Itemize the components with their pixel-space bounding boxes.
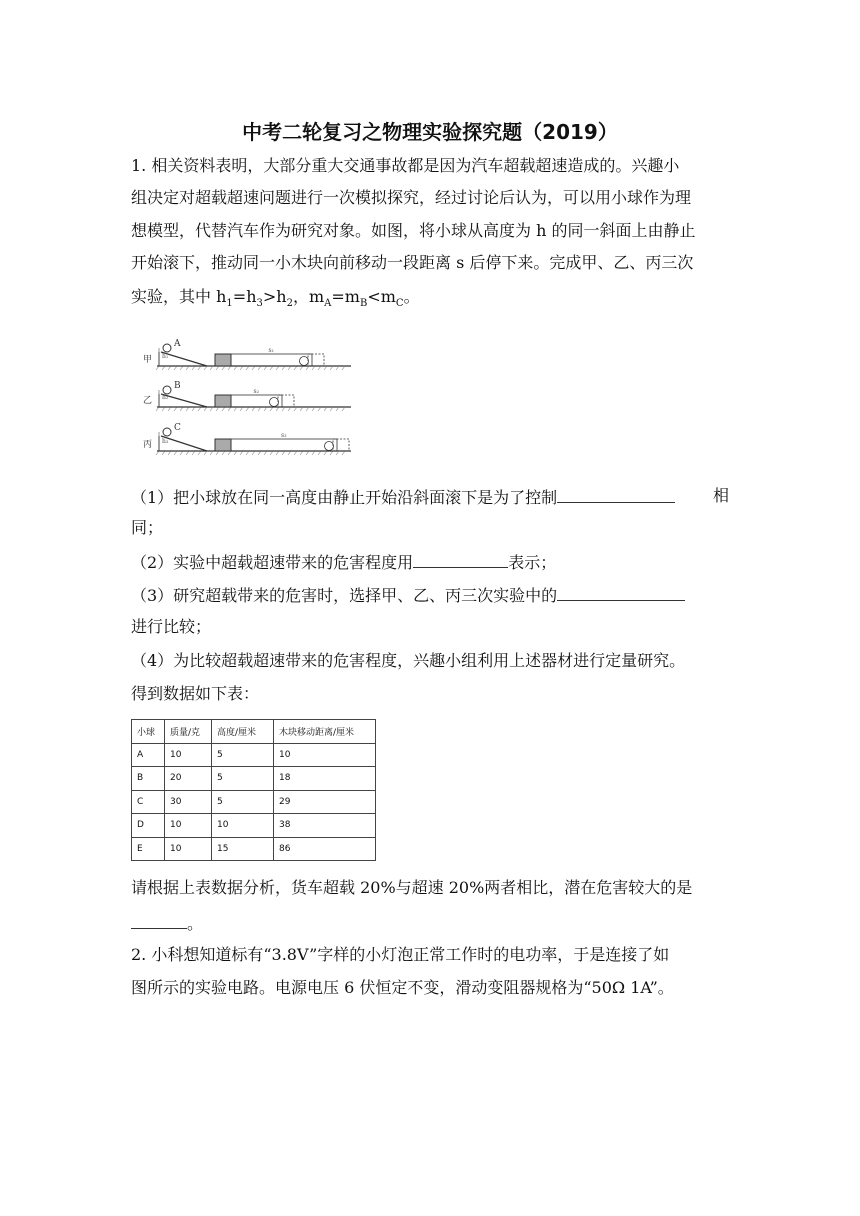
row-label: 乙 — [143, 396, 153, 406]
ground-hatch — [204, 366, 207, 370]
distance-box — [231, 439, 337, 451]
height-label: h₂ — [162, 394, 169, 401]
ground-hatch — [192, 407, 195, 411]
q1-question-end: 。 — [187, 914, 204, 933]
ground-hatch — [174, 451, 177, 455]
ball — [163, 344, 171, 352]
table-cell: D — [132, 814, 165, 838]
ball-final-position — [325, 442, 334, 451]
ground-hatch — [330, 451, 333, 455]
ground-hatch — [204, 407, 207, 411]
ball-label: C — [174, 423, 181, 433]
ground-hatch — [342, 366, 345, 370]
page-title: 中考二轮复习之物理实验探究题（2019） — [242, 120, 618, 144]
ground-hatch — [324, 407, 327, 411]
ground-hatch — [240, 407, 243, 411]
ground-hatch — [300, 407, 303, 411]
table-row — [132, 743, 376, 767]
ground-hatch — [258, 366, 261, 370]
ground-hatch — [294, 407, 297, 411]
ground-hatch — [312, 451, 315, 455]
ground-hatch — [294, 451, 297, 455]
ground-hatch — [216, 407, 219, 411]
table-header-cell: 高度/厘米 — [212, 720, 274, 744]
block-final-position — [278, 395, 294, 407]
ground-hatch — [210, 407, 213, 411]
q2-text-line-2: 图所示的实验电路。电源电压 6 伏恒定不变，滑动变阻器规格为“50Ω 1A”。 — [131, 978, 674, 997]
ground-hatch — [192, 366, 195, 370]
q1-part2-text: （2）实验中超载超速带来的危害程度用 — [131, 553, 414, 572]
height-label: h₁ — [162, 353, 169, 360]
q1-condition-line — [131, 287, 420, 310]
ground-hatch — [312, 407, 315, 411]
q1-part1-text-end: 相 — [712, 486, 729, 505]
q1-condition-formula: $h_1=h_3>h_2$，$m_A=m_B<m_C$。 — [216, 287, 420, 310]
ground-hatch — [324, 451, 327, 455]
ground-hatch — [210, 366, 213, 370]
table-cell: 15 — [212, 837, 274, 861]
ground-hatch — [174, 366, 177, 370]
block-final-position — [333, 439, 349, 451]
q1-part2-blank[interactable] — [413, 551, 508, 568]
ground-hatch — [342, 407, 345, 411]
ground-hatch — [276, 407, 279, 411]
table-row — [132, 814, 376, 838]
q1-text-line-1: 1. 相关资料表明，大部分重大交通事故都是因为汽车超载超速造成的。兴趣小 — [131, 156, 680, 175]
ground-hatch — [222, 451, 225, 455]
ground-hatch — [294, 366, 297, 370]
ground-hatch — [270, 451, 273, 455]
ground-hatch — [156, 366, 159, 370]
ground-hatch — [264, 366, 267, 370]
table-cell: E — [132, 837, 165, 861]
ball-final-position — [300, 357, 309, 366]
table-cell: 5 — [212, 743, 274, 767]
ground-hatch — [342, 451, 345, 455]
ground-hatch — [180, 407, 183, 411]
ball — [163, 386, 171, 394]
ground-hatch — [198, 407, 201, 411]
ground-hatch — [186, 366, 189, 370]
row-label: 丙 — [143, 440, 153, 450]
table-cell: 38 — [274, 814, 376, 838]
table-cell: 10 — [212, 814, 274, 838]
ground-hatch — [198, 451, 201, 455]
ground-hatch — [186, 407, 189, 411]
ground-hatch — [258, 451, 261, 455]
ground-hatch — [246, 366, 249, 370]
ground-hatch — [240, 366, 243, 370]
ground-hatch — [198, 366, 201, 370]
distance-label: s₂ — [253, 388, 259, 395]
ground-hatch — [318, 366, 321, 370]
ground-hatch — [228, 451, 231, 455]
ground-hatch — [306, 451, 309, 455]
ground-hatch — [216, 366, 219, 370]
q1-part2-text-end: 表示； — [508, 553, 557, 572]
ground-hatch — [228, 366, 231, 370]
ground-hatch — [168, 451, 171, 455]
q1-question-line-2 — [131, 912, 203, 934]
ground-hatch — [186, 451, 189, 455]
ground-hatch — [324, 366, 327, 370]
ground-hatch — [252, 366, 255, 370]
ground-hatch — [222, 366, 225, 370]
q2-text-line-1: 2. 小科想知道标有“3.8V”字样的小灯泡正常工作时的电功率，于是连接了如 — [131, 945, 670, 964]
ground-hatch — [162, 407, 165, 411]
ground-hatch — [270, 407, 273, 411]
table-cell: 18 — [274, 767, 376, 791]
ground-hatch — [264, 407, 267, 411]
ground-hatch — [318, 407, 321, 411]
table-cell: 20 — [165, 767, 212, 791]
wood-block — [215, 354, 231, 366]
table-cell: A — [132, 743, 165, 767]
ground-hatch — [180, 451, 183, 455]
ground-hatch — [306, 366, 309, 370]
ground-hatch — [204, 451, 207, 455]
ground-hatch — [312, 366, 315, 370]
table-row — [132, 767, 376, 791]
q1-part3-text: （3）研究超载带来的危害时，选择甲、乙、丙三次实验中的 — [131, 586, 558, 605]
table-cell: 10 — [274, 743, 376, 767]
table-cell: 5 — [212, 767, 274, 791]
ground-hatch — [162, 451, 165, 455]
table-cell: 29 — [274, 790, 376, 814]
q1-part3-line-2: 进行比较； — [131, 617, 212, 636]
ground-hatch — [180, 366, 183, 370]
table-header-cell: 木块移动距离/厘米 — [274, 720, 376, 744]
ground-hatch — [270, 366, 273, 370]
distance-label: s₁ — [268, 347, 274, 354]
table-header-cell: 质量/克 — [165, 720, 212, 744]
q1-part4-line-2: 得到数据如下表： — [131, 684, 260, 703]
q1-part1-text: （1）把小球放在同一高度由静止开始沿斜面滚下是为了控制 — [131, 488, 558, 507]
experiment-figure — [137, 334, 353, 458]
ball-final-position — [270, 398, 279, 407]
table-cell: 86 — [274, 837, 376, 861]
ground-hatch — [216, 451, 219, 455]
ground-hatch — [234, 451, 237, 455]
ground-hatch — [276, 366, 279, 370]
ground-hatch — [174, 407, 177, 411]
ground-hatch — [240, 451, 243, 455]
ground-hatch — [252, 451, 255, 455]
ground-hatch — [318, 451, 321, 455]
q1-question-line: 请根据上表数据分析，货车超载 20%与超速 20%两者相比，潜在危害较大的是 — [131, 878, 693, 897]
table-header-cell: 小球 — [132, 720, 165, 744]
ground-hatch — [228, 407, 231, 411]
ground-hatch — [162, 366, 165, 370]
q1-part3-blank[interactable] — [557, 584, 685, 601]
ball-label: A — [174, 339, 181, 349]
ground-hatch — [168, 407, 171, 411]
table-cell: B — [132, 767, 165, 791]
distance-box — [231, 395, 282, 407]
table-cell: 10 — [165, 814, 212, 838]
table-cell: 10 — [165, 743, 212, 767]
ball — [163, 428, 171, 436]
table-cell: 10 — [165, 837, 212, 861]
q1-text-line-2: 组决定对超载超速问题进行一次模拟探究，经过讨论后认为，可以用小球作为理 — [131, 188, 692, 207]
ground-hatch — [276, 451, 279, 455]
ball-label: B — [174, 381, 181, 391]
q1-part1-line-2: 同； — [131, 518, 164, 537]
ground-hatch — [288, 366, 291, 370]
ground-hatch — [258, 407, 261, 411]
table-header-row — [132, 720, 376, 744]
ground-hatch — [330, 366, 333, 370]
ground-hatch — [300, 366, 303, 370]
distance-label: s₃ — [281, 432, 287, 439]
ground-hatch — [264, 451, 267, 455]
q1-part2-line — [131, 551, 556, 573]
table-cell: C — [132, 790, 165, 814]
ground-hatch — [210, 451, 213, 455]
ground-hatch — [192, 451, 195, 455]
table-cell: 5 — [212, 790, 274, 814]
q1-part4-line: （4）为比较超载超速带来的危害程度，兴趣小组利用上述器材进行定量研究。 — [131, 651, 686, 670]
ground-hatch — [156, 407, 159, 411]
q1-text-line-4: 开始滚下，推动同一小木块向前移动一段距离 s 后停下来。完成甲、乙、丙三次 — [131, 253, 694, 272]
ground-hatch — [282, 366, 285, 370]
table-row — [132, 790, 376, 814]
ground-hatch — [252, 407, 255, 411]
block-final-position — [308, 354, 324, 366]
ground-hatch — [168, 366, 171, 370]
q1-condition-prefix: 实验，其中 — [131, 287, 217, 306]
ground-hatch — [336, 451, 339, 455]
ground-hatch — [288, 451, 291, 455]
ground-hatch — [336, 407, 339, 411]
ground-hatch — [234, 366, 237, 370]
ground-hatch — [246, 407, 249, 411]
q1-part1-line — [131, 486, 729, 508]
ground-hatch — [336, 366, 339, 370]
ground-hatch — [306, 407, 309, 411]
q1-answer-blank[interactable] — [131, 912, 187, 929]
ground-hatch — [300, 451, 303, 455]
table-cell: 30 — [165, 790, 212, 814]
table-row — [132, 837, 376, 861]
q1-part1-blank[interactable] — [557, 486, 675, 503]
ground-hatch — [246, 451, 249, 455]
wood-block — [215, 395, 231, 407]
ground-hatch — [234, 407, 237, 411]
wood-block — [215, 439, 231, 451]
ground-hatch — [156, 451, 159, 455]
ground-hatch — [288, 407, 291, 411]
ground-hatch — [222, 407, 225, 411]
q1-part3-line — [131, 584, 685, 606]
ground-hatch — [330, 407, 333, 411]
q1-text-line-3: 想模型，代替汽车作为研究对象。如图，将小球从高度为 h 的同一斜面上由静止 — [131, 221, 696, 240]
ground-hatch — [282, 407, 285, 411]
data-table — [131, 719, 376, 861]
height-label: h₃ — [162, 438, 169, 445]
ground-hatch — [282, 451, 285, 455]
row-label: 甲 — [143, 355, 153, 365]
